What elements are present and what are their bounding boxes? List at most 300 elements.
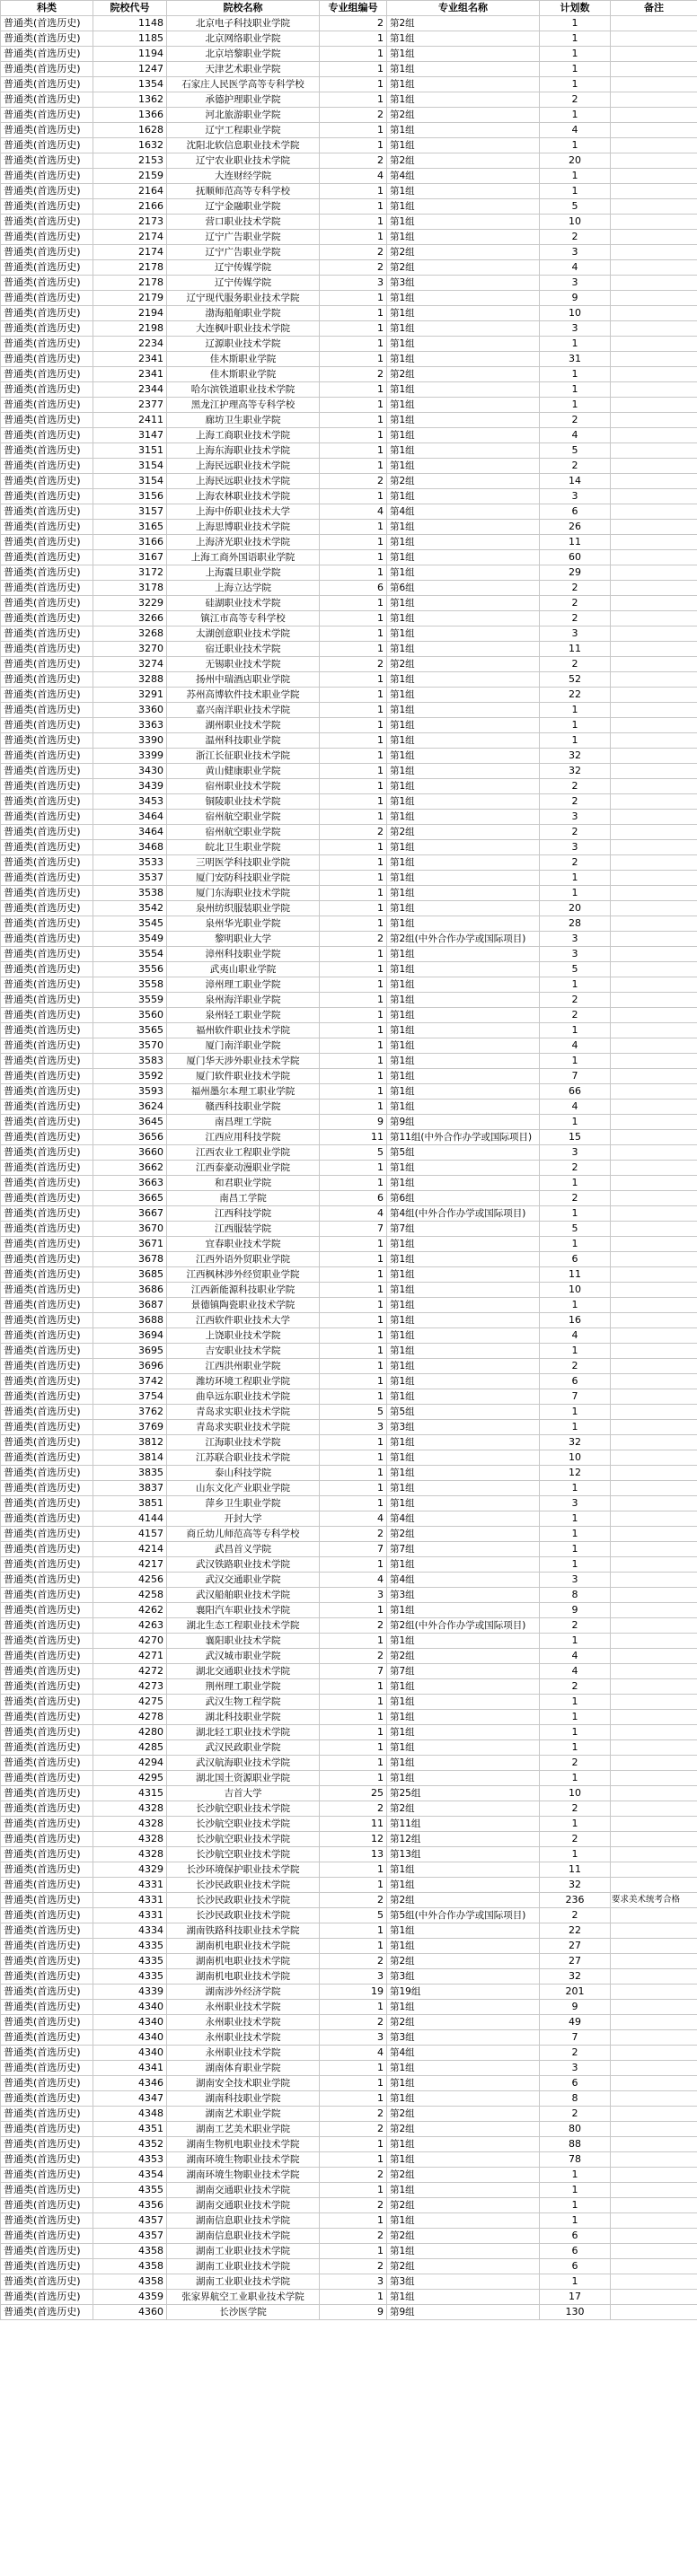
group-name-cell: 第2组 (387, 2168, 540, 2183)
category-cell: 普通类(首选历史) (1, 1222, 93, 1237)
plan-count-cell: 3 (540, 2061, 611, 2076)
table-row (1, 1298, 697, 1313)
category-cell: 普通类(首选历史) (1, 1511, 93, 1527)
plan-count-cell: 1 (540, 977, 611, 993)
school-code-cell: 3670 (93, 1222, 167, 1237)
table-row (1, 1222, 697, 1237)
school-name-cell: 湖南工艺美术职业学院 (167, 2122, 320, 2137)
table-row (1, 1664, 697, 1679)
plan-count-cell: 4 (540, 428, 611, 443)
group-name-cell: 第7组 (387, 1542, 540, 1557)
group-number-cell: 2 (320, 108, 387, 123)
school-code-cell: 3556 (93, 962, 167, 977)
group-number-cell: 1 (320, 413, 387, 428)
group-name-cell: 第2组 (387, 1649, 540, 1664)
group-name-cell: 第1组 (387, 886, 540, 901)
school-name-cell: 福州墨尔本理工职业学院 (167, 1084, 320, 1100)
plan-count-cell: 8 (540, 1588, 611, 1603)
school-name-cell: 上海东海职业技术学院 (167, 443, 320, 459)
remarks-cell (611, 1252, 697, 1267)
category-cell: 普通类(首选历史) (1, 1008, 93, 1023)
remarks-cell (611, 2213, 697, 2229)
remarks-cell (611, 779, 697, 794)
school-code-cell: 3545 (93, 916, 167, 932)
plan-count-cell: 6 (540, 2244, 611, 2259)
plan-count-cell: 4 (540, 1328, 611, 1344)
remarks-cell (611, 199, 697, 215)
school-code-cell: 1247 (93, 62, 167, 77)
school-code-cell: 2174 (93, 245, 167, 260)
category-cell: 普通类(首选历史) (1, 199, 93, 215)
school-code-cell: 4262 (93, 1603, 167, 1618)
school-code-cell: 3151 (93, 443, 167, 459)
table-row (1, 1557, 697, 1573)
school-name-cell: 辽宁广告职业学院 (167, 245, 320, 260)
school-code-cell: 4334 (93, 1923, 167, 1939)
school-name-cell: 上海思博职业技术学院 (167, 520, 320, 535)
category-cell: 普通类(首选历史) (1, 550, 93, 565)
group-name-cell: 第2组 (387, 16, 540, 31)
group-number-cell: 1 (320, 611, 387, 626)
school-code-cell: 3695 (93, 1344, 167, 1359)
school-name-cell: 湖南信息职业技术学院 (167, 2213, 320, 2229)
group-name-cell: 第1组 (387, 1038, 540, 1054)
table-row (1, 1328, 697, 1344)
category-cell: 普通类(首选历史) (1, 47, 93, 62)
group-number-cell: 2 (320, 153, 387, 169)
school-name-cell: 湖南机电职业技术学院 (167, 1954, 320, 1969)
group-name-cell: 第1组 (387, 459, 540, 474)
plan-count-cell: 1 (540, 16, 611, 31)
group-number-cell: 1 (320, 2290, 387, 2305)
category-cell: 普通类(首选历史) (1, 2061, 93, 2076)
category-cell: 普通类(首选历史) (1, 1588, 93, 1603)
category-cell: 普通类(首选历史) (1, 215, 93, 230)
plan-count-cell: 1 (540, 718, 611, 733)
school-name-cell: 永州职业技术学院 (167, 2030, 320, 2046)
table-row (1, 1710, 697, 1725)
group-name-cell: 第3组 (387, 1969, 540, 1985)
table-row (1, 2030, 697, 2046)
group-number-cell: 1 (320, 1344, 387, 1359)
table-row (1, 840, 697, 855)
plan-count-cell: 7 (540, 2030, 611, 2046)
group-name-cell: 第6组 (387, 1191, 540, 1206)
category-cell: 普通类(首选历史) (1, 1923, 93, 1939)
group-name-cell: 第3组 (387, 1588, 540, 1603)
group-name-cell: 第1组 (387, 1283, 540, 1298)
group-number-cell: 2 (320, 932, 387, 947)
school-name-cell: 荆州理工职业学院 (167, 1679, 320, 1695)
group-number-cell: 1 (320, 535, 387, 550)
school-name-cell: 泉州华光职业学院 (167, 916, 320, 932)
category-cell: 普通类(首选历史) (1, 62, 93, 77)
remarks-cell (611, 825, 697, 840)
group-name-cell: 第1组 (387, 1740, 540, 1756)
group-name-cell: 第1组 (387, 977, 540, 993)
school-name-cell: 铜陵职业技术学院 (167, 794, 320, 810)
group-name-cell: 第1组 (387, 215, 540, 230)
table-row (1, 1496, 697, 1511)
plan-count-cell: 2 (540, 611, 611, 626)
header-plan-count: 计划数 (540, 1, 611, 16)
table-row (1, 550, 697, 565)
remarks-cell (611, 1191, 697, 1206)
header-school-name: 院校名称 (167, 1, 320, 16)
school-code-cell: 3678 (93, 1252, 167, 1267)
category-cell: 普通类(首选历史) (1, 1100, 93, 1115)
category-cell: 普通类(首选历史) (1, 108, 93, 123)
group-name-cell: 第2组 (387, 474, 540, 489)
remarks-cell (611, 367, 697, 382)
school-code-cell: 3464 (93, 810, 167, 825)
remarks-cell (611, 688, 697, 703)
group-name-cell: 第1组 (387, 398, 540, 413)
school-code-cell: 3694 (93, 1328, 167, 1344)
group-name-cell: 第1组 (387, 1862, 540, 1878)
school-code-cell: 3663 (93, 1176, 167, 1191)
plan-count-cell: 3 (540, 1496, 611, 1511)
school-code-cell: 4295 (93, 1771, 167, 1786)
plan-count-cell: 11 (540, 1862, 611, 1878)
group-number-cell: 1 (320, 1359, 387, 1374)
school-code-cell: 3288 (93, 672, 167, 688)
group-name-cell: 第3组 (387, 2274, 540, 2290)
remarks-cell (611, 733, 697, 749)
table-row (1, 428, 697, 443)
plan-count-cell: 3 (540, 626, 611, 642)
table-row (1, 337, 697, 352)
table-row (1, 108, 697, 123)
category-cell: 普通类(首选历史) (1, 2198, 93, 2213)
group-number-cell: 3 (320, 1588, 387, 1603)
school-code-cell: 4348 (93, 2107, 167, 2122)
category-cell: 普通类(首选历史) (1, 2274, 93, 2290)
table-row (1, 1389, 697, 1405)
group-number-cell: 9 (320, 1115, 387, 1130)
school-code-cell: 2159 (93, 169, 167, 184)
group-number-cell: 1 (320, 1008, 387, 1023)
school-code-cell: 2344 (93, 382, 167, 398)
plan-count-cell: 1 (540, 1695, 611, 1710)
category-cell: 普通类(首选历史) (1, 2137, 93, 2152)
category-cell: 普通类(首选历史) (1, 1328, 93, 1344)
group-number-cell: 3 (320, 1969, 387, 1985)
group-number-cell: 1 (320, 306, 387, 321)
category-cell: 普通类(首选历史) (1, 2244, 93, 2259)
group-name-cell: 第1组 (387, 1359, 540, 1374)
group-name-cell: 第1组 (387, 1481, 540, 1496)
remarks-cell (611, 1328, 697, 1344)
remarks-cell (611, 1878, 697, 1893)
plan-count-cell: 52 (540, 672, 611, 688)
remarks-cell (611, 581, 697, 596)
plan-count-cell: 1 (540, 108, 611, 123)
group-number-cell: 2 (320, 825, 387, 840)
remarks-cell (611, 1969, 697, 1985)
remarks-cell (611, 1573, 697, 1588)
plan-count-cell: 88 (540, 2137, 611, 2152)
group-name-cell: 第1组 (387, 1344, 540, 1359)
table-row (1, 1206, 697, 1222)
school-name-cell: 湖南工业职业技术学院 (167, 2259, 320, 2274)
remarks-cell (611, 1176, 697, 1191)
category-cell: 普通类(首选历史) (1, 1176, 93, 1191)
school-code-cell: 4331 (93, 1908, 167, 1923)
group-number-cell: 1 (320, 672, 387, 688)
group-number-cell: 1 (320, 489, 387, 504)
table-row (1, 749, 697, 764)
remarks-cell (611, 108, 697, 123)
school-name-cell: 渤海船舶职业学院 (167, 306, 320, 321)
group-number-cell: 1 (320, 2076, 387, 2091)
header-group-number: 专业组编号 (320, 1, 387, 16)
school-name-cell: 湖南工业职业技术学院 (167, 2244, 320, 2259)
category-cell: 普通类(首选历史) (1, 489, 93, 504)
table-row (1, 520, 697, 535)
plan-count-cell: 1 (540, 1542, 611, 1557)
remarks-cell (611, 1664, 697, 1679)
plan-count-cell: 2 (540, 1801, 611, 1817)
school-name-cell: 永州职业技术学院 (167, 2000, 320, 2015)
group-number-cell: 1 (320, 1862, 387, 1878)
category-cell: 普通类(首选历史) (1, 260, 93, 276)
group-number-cell: 2 (320, 1954, 387, 1969)
school-code-cell: 3167 (93, 550, 167, 565)
school-code-cell: 3686 (93, 1283, 167, 1298)
school-code-cell: 3147 (93, 428, 167, 443)
school-code-cell: 3685 (93, 1267, 167, 1283)
group-number-cell: 13 (320, 1847, 387, 1862)
group-number-cell: 3 (320, 2030, 387, 2046)
group-name-cell: 第1组 (387, 77, 540, 92)
school-name-cell: 湖北轻工职业技术学院 (167, 1725, 320, 1740)
group-name-cell: 第1组 (387, 2290, 540, 2305)
group-name-cell: 第2组 (387, 1893, 540, 1908)
plan-count-cell: 2 (540, 1191, 611, 1206)
school-name-cell: 吉安职业技术学院 (167, 1344, 320, 1359)
school-name-cell: 长沙航空职业技术学院 (167, 1801, 320, 1817)
school-name-cell: 长沙民政职业技术学院 (167, 1893, 320, 1908)
group-number-cell: 1 (320, 62, 387, 77)
table-row (1, 77, 697, 92)
plan-count-cell: 3 (540, 947, 611, 962)
group-number-cell: 1 (320, 337, 387, 352)
plan-count-cell: 6 (540, 1252, 611, 1267)
remarks-cell (611, 535, 697, 550)
category-cell: 普通类(首选历史) (1, 1130, 93, 1145)
category-cell: 普通类(首选历史) (1, 2152, 93, 2168)
plan-count-cell: 1 (540, 703, 611, 718)
school-code-cell: 4340 (93, 2015, 167, 2030)
school-name-cell: 苏州高博软件技术职业学院 (167, 688, 320, 703)
category-cell: 普通类(首选历史) (1, 1832, 93, 1847)
group-number-cell: 1 (320, 626, 387, 642)
group-number-cell: 2 (320, 2168, 387, 2183)
school-code-cell: 4272 (93, 1664, 167, 1679)
table-row (1, 2213, 697, 2229)
school-name-cell: 襄阳汽车职业技术学院 (167, 1603, 320, 1618)
remarks-cell (611, 1634, 697, 1649)
school-code-cell: 4271 (93, 1649, 167, 1664)
category-cell: 普通类(首选历史) (1, 1786, 93, 1801)
remarks-cell (611, 1100, 697, 1115)
group-name-cell: 第1组 (387, 901, 540, 916)
remarks-cell (611, 1786, 697, 1801)
remarks-cell (611, 1542, 697, 1557)
table-row (1, 962, 697, 977)
school-name-cell: 泉州纺织服装职业学院 (167, 901, 320, 916)
table-row (1, 2107, 697, 2122)
group-number-cell: 1 (320, 459, 387, 474)
group-name-cell: 第1组 (387, 1374, 540, 1389)
school-name-cell: 湖北国土资源职业学院 (167, 1771, 320, 1786)
plan-count-cell: 1 (540, 2198, 611, 2213)
remarks-cell (611, 1725, 697, 1740)
category-cell: 普通类(首选历史) (1, 1771, 93, 1786)
group-number-cell: 11 (320, 1130, 387, 1145)
plan-count-cell: 4 (540, 1038, 611, 1054)
remarks-cell (611, 1908, 697, 1923)
table-row (1, 2305, 697, 2320)
group-name-cell: 第3组 (387, 2030, 540, 2046)
table-row (1, 1923, 697, 1939)
school-code-cell: 4358 (93, 2274, 167, 2290)
school-code-cell: 3754 (93, 1389, 167, 1405)
school-name-cell: 承德护理职业学院 (167, 92, 320, 108)
plan-count-cell: 11 (540, 1267, 611, 1283)
remarks-cell (611, 2168, 697, 2183)
table-row (1, 1969, 697, 1985)
school-code-cell: 3660 (93, 1145, 167, 1161)
school-code-cell: 3229 (93, 596, 167, 611)
school-name-cell: 湖北科技职业学院 (167, 1710, 320, 1725)
group-name-cell: 第1组 (387, 1389, 540, 1405)
remarks-cell (611, 504, 697, 520)
remarks-cell (611, 1710, 697, 1725)
plan-count-cell: 1 (540, 733, 611, 749)
group-name-cell: 第1组 (387, 688, 540, 703)
group-name-cell: 第2组 (387, 260, 540, 276)
plan-count-cell: 2 (540, 581, 611, 596)
group-name-cell: 第4组(中外合作办学或国际项目) (387, 1206, 540, 1222)
plan-count-cell: 28 (540, 916, 611, 932)
table-row (1, 2198, 697, 2213)
group-name-cell: 第3组 (387, 276, 540, 291)
table-row (1, 2046, 697, 2061)
school-code-cell: 1366 (93, 108, 167, 123)
remarks-cell (611, 596, 697, 611)
school-code-cell: 3464 (93, 825, 167, 840)
group-name-cell: 第1组 (387, 993, 540, 1008)
plan-count-cell: 1 (540, 2213, 611, 2229)
school-name-cell: 青岛求实职业技术学院 (167, 1420, 320, 1435)
school-code-cell: 4328 (93, 1817, 167, 1832)
group-number-cell: 1 (320, 947, 387, 962)
remarks-cell (611, 2122, 697, 2137)
plan-count-cell: 12 (540, 1466, 611, 1481)
school-code-cell: 4270 (93, 1634, 167, 1649)
plan-count-cell: 20 (540, 153, 611, 169)
school-code-cell: 1632 (93, 138, 167, 153)
group-name-cell: 第2组 (387, 1527, 540, 1542)
table-row (1, 215, 697, 230)
school-name-cell: 上海工商职业技术学院 (167, 428, 320, 443)
category-cell: 普通类(首选历史) (1, 565, 93, 581)
school-code-cell: 2179 (93, 291, 167, 306)
group-name-cell: 第1组 (387, 1298, 540, 1313)
group-number-cell: 3 (320, 1420, 387, 1435)
group-number-cell: 1 (320, 1084, 387, 1100)
plan-count-cell: 1 (540, 77, 611, 92)
remarks-cell (611, 276, 697, 291)
remarks-cell (611, 1054, 697, 1069)
table-row (1, 321, 697, 337)
group-name-cell: 第1组 (387, 2061, 540, 2076)
remarks-cell (611, 1038, 697, 1054)
table-row (1, 489, 697, 504)
group-name-cell: 第4组 (387, 1573, 540, 1588)
school-name-cell: 江西软件职业技术大学 (167, 1313, 320, 1328)
category-cell: 普通类(首选历史) (1, 657, 93, 672)
table-row (1, 1695, 697, 1710)
school-name-cell: 上海立达学院 (167, 581, 320, 596)
table-row (1, 1100, 697, 1115)
group-number-cell: 1 (320, 1756, 387, 1771)
table-row (1, 1161, 697, 1176)
school-name-cell: 湖南涉外经济学院 (167, 1985, 320, 2000)
category-cell: 普通类(首选历史) (1, 1908, 93, 1923)
group-number-cell: 2 (320, 1618, 387, 1634)
school-code-cell: 3656 (93, 1130, 167, 1145)
table-row (1, 718, 697, 733)
school-code-cell: 3270 (93, 642, 167, 657)
group-number-cell: 1 (320, 1725, 387, 1740)
plan-count-cell: 7 (540, 1389, 611, 1405)
group-number-cell: 5 (320, 1908, 387, 1923)
remarks-cell (611, 230, 697, 245)
school-code-cell: 1148 (93, 16, 167, 31)
remarks-cell (611, 871, 697, 886)
group-name-cell: 第1组 (387, 443, 540, 459)
table-row (1, 932, 697, 947)
table-row (1, 2137, 697, 2152)
category-cell: 普通类(首选历史) (1, 855, 93, 871)
table-row (1, 1038, 697, 1054)
table-row (1, 1771, 697, 1786)
plan-count-cell: 1 (540, 1634, 611, 1649)
group-name-cell: 第5组 (387, 1145, 540, 1161)
group-number-cell: 1 (320, 733, 387, 749)
school-name-cell: 湖南交通职业技术学院 (167, 2183, 320, 2198)
group-number-cell: 1 (320, 993, 387, 1008)
group-number-cell: 1 (320, 1603, 387, 1618)
plan-count-cell: 1 (540, 1176, 611, 1191)
category-cell: 普通类(首选历史) (1, 382, 93, 398)
remarks-cell (611, 1359, 697, 1374)
group-number-cell: 1 (320, 749, 387, 764)
category-cell: 普通类(首选历史) (1, 276, 93, 291)
school-code-cell: 3762 (93, 1405, 167, 1420)
group-name-cell: 第1组 (387, 1557, 540, 1573)
school-name-cell: 湖南铁路科技职业技术学院 (167, 1923, 320, 1939)
school-code-cell: 3593 (93, 1084, 167, 1100)
category-cell: 普通类(首选历史) (1, 1695, 93, 1710)
remarks-cell (611, 657, 697, 672)
school-name-cell: 开封大学 (167, 1511, 320, 1527)
remarks-cell (611, 1344, 697, 1359)
school-code-cell: 2234 (93, 337, 167, 352)
